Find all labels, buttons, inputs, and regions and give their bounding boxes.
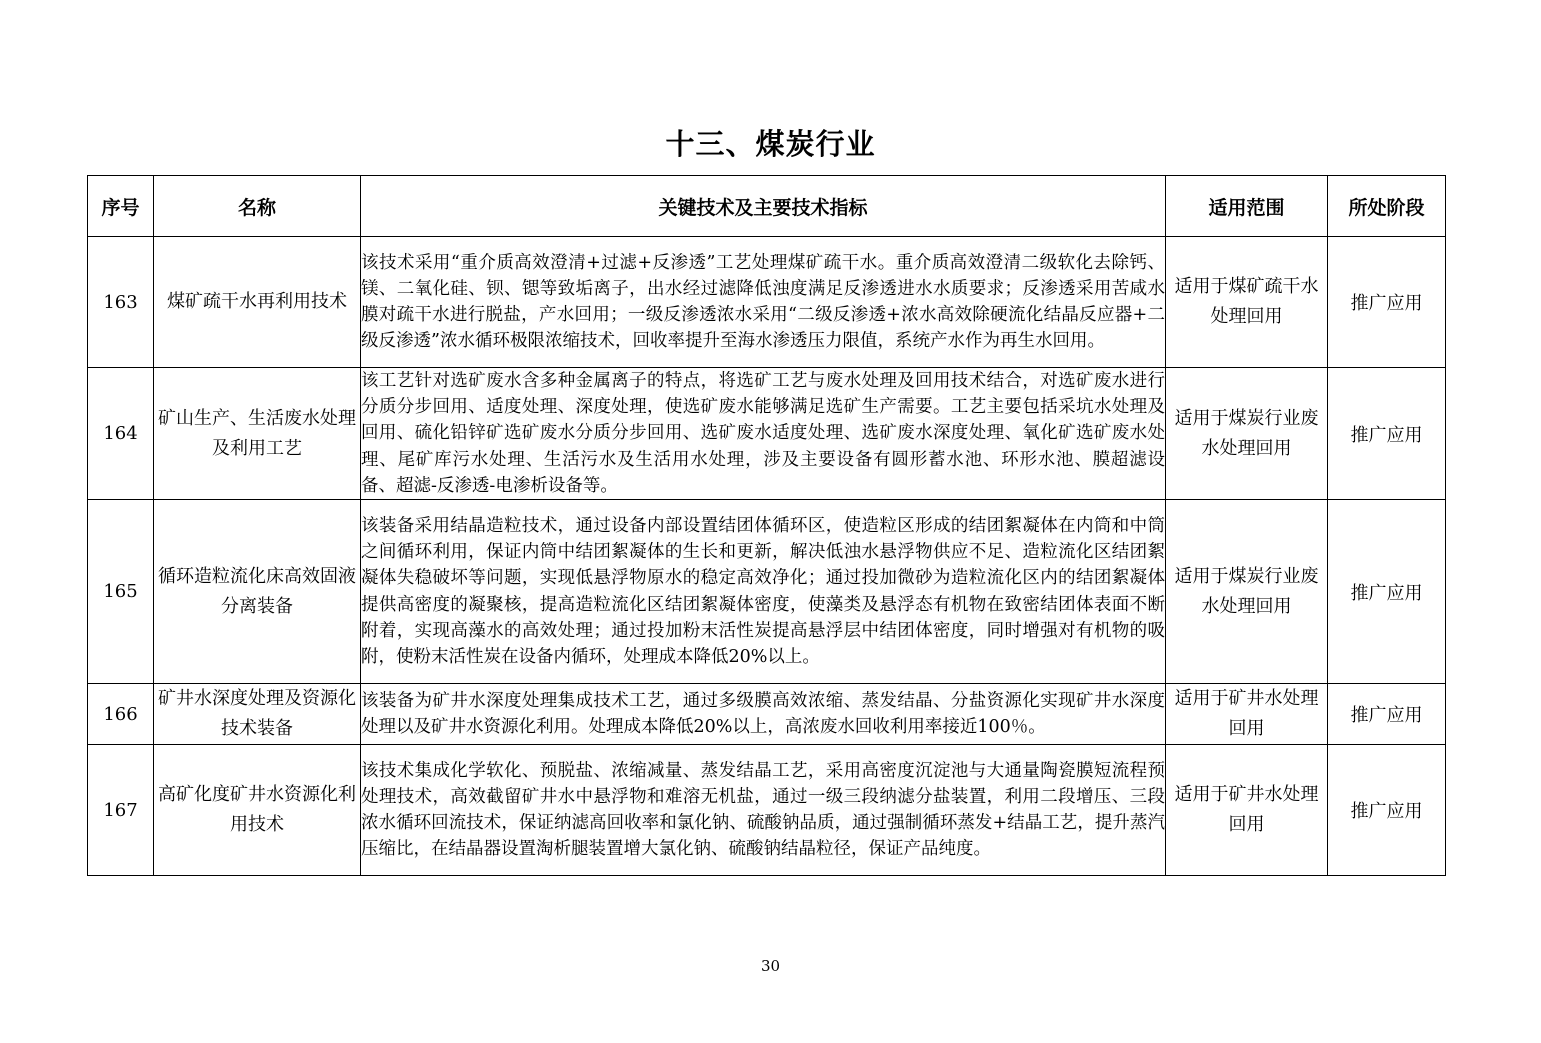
row-name: 高矿化度矿井水资源化利用技术 [154,745,361,876]
row-desc: 该装备为矿井水深度处理集成技术工艺，通过多级膜高效浓缩、蒸发结晶、分盐资源化实现矿井水深度处理以及矿井水资源化利用。处理成本降低20%以上，高浓废水回收利用率接近100％。 [361,684,1166,745]
row-desc: 该装备采用结晶造粒技术，通过设备内部设置结团体循环区，使造粒区形成的结团絮凝体在内筒和中筒之间循环利用，保证内筒中结团絮凝体的生长和更新，解决低浊水悬浮物供应不足、造粒流化区结团絮凝体失稳破坏等问题，实现低悬浮物原水的稳定高效净化；通过投加微砂为造粒流化区内的结团絮凝体提供高密度的凝聚核，提高造粒流化区结团絮凝体密度，使藻类及悬浮态有机物在致密结团体表面不断附着，实现高藻水的高效处理；通过投加粉末活性炭提高悬浮层中结团体密度，同时增强对有机物的吸附，使粉末活性炭在设备内循环，处理成本降低20%以上。 [361,500,1166,684]
row-no: 167 [88,745,154,876]
row-scope: 适用于矿井水处理回用 [1166,684,1328,745]
row-name: 矿山生产、生活废水处理及利用工艺 [154,368,361,500]
row-stage: 推广应用 [1328,368,1446,500]
table-row [88,368,1446,500]
row-stage: 推广应用 [1328,500,1446,684]
table-row [88,237,1446,368]
row-desc: 该工艺针对选矿废水含多种金属离子的特点，将选矿工艺与废水处理及回用技术结合，对选矿废水进行分质分步回用、适度处理、深度处理，使选矿废水能够满足选矿生产需要。工艺主要包括采坑水处理及回用、硫化铅锌矿选矿废水分质分步回用、选矿废水适度处理、选矿废水深度处理、氧化矿选矿废水处理、尾矿库污水处理、生活污水及生活用水处理，涉及主要设备有圆形蓄水池、环形水池、膜超滤设备、超滤-反渗透-电渗析设备等。 [361,368,1166,500]
row-name: 循环造粒流化床高效固液分离装备 [154,500,361,684]
header-no: 序号 [88,176,154,237]
row-scope: 适用于煤炭行业废水处理回用 [1166,500,1328,684]
header-desc: 关键技术及主要技术指标 [361,176,1166,237]
row-desc: 该技术集成化学软化、预脱盐、浓缩减量、蒸发结晶工艺，采用高密度沉淀池与大通量陶瓷膜短流程预处理技术，高效截留矿井水中悬浮物和难溶无机盐，通过一级三段纳滤分盐装置，利用二段增压、三段浓水循环回流技术，保证纳滤高回收率和氯化钠、硫酸钠品质，通过强制循环蒸发+结晶工艺，提升蒸汽压缩比，在结晶器设置淘析腿装置增大氯化钠、硫酸钠结晶粒径，保证产品纯度。 [361,745,1166,876]
row-stage: 推广应用 [1328,237,1446,368]
header-stage: 所处阶段 [1328,176,1446,237]
row-scope: 适用于煤炭行业废水处理回用 [1166,368,1328,500]
header-name: 名称 [154,176,361,237]
table-row [88,745,1446,876]
table-header-row [88,176,1446,237]
row-scope: 适用于矿井水处理回用 [1166,745,1328,876]
row-stage: 推广应用 [1328,745,1446,876]
row-desc: 该技术采用“重介质高效澄清+过滤+反渗透”工艺处理煤矿疏干水。重介质高效澄清二级软化去除钙、镁、二氧化硅、钡、锶等致垢离子，出水经过滤降低浊度满足反渗透进水水质要求；反渗透采用苦咸水膜对疏干水进行脱盐，产水回用；一级反渗透浓水采用“二级反渗透+浓水高效除硬流化结晶反应器+二级反渗透”浓水循环极限浓缩技术，回收率提升至海水渗透压力限值，系统产水作为再生水回用。 [361,237,1166,368]
header-scope: 适用范围 [1166,176,1328,237]
row-stage: 推广应用 [1328,684,1446,745]
row-name: 煤矿疏干水再利用技术 [154,237,361,368]
row-name: 矿井水深度处理及资源化技术装备 [154,684,361,745]
table-row [88,684,1446,745]
row-no: 164 [88,368,154,500]
table-row [88,500,1446,684]
row-no: 165 [88,500,154,684]
page-title: 十三、煤炭行业 [665,127,876,161]
row-scope: 适用于煤矿疏干水处理回用 [1166,237,1328,368]
row-no: 166 [88,684,154,745]
technology-table [87,175,1446,876]
row-no: 163 [88,237,154,368]
page-number: 30 [760,957,781,975]
